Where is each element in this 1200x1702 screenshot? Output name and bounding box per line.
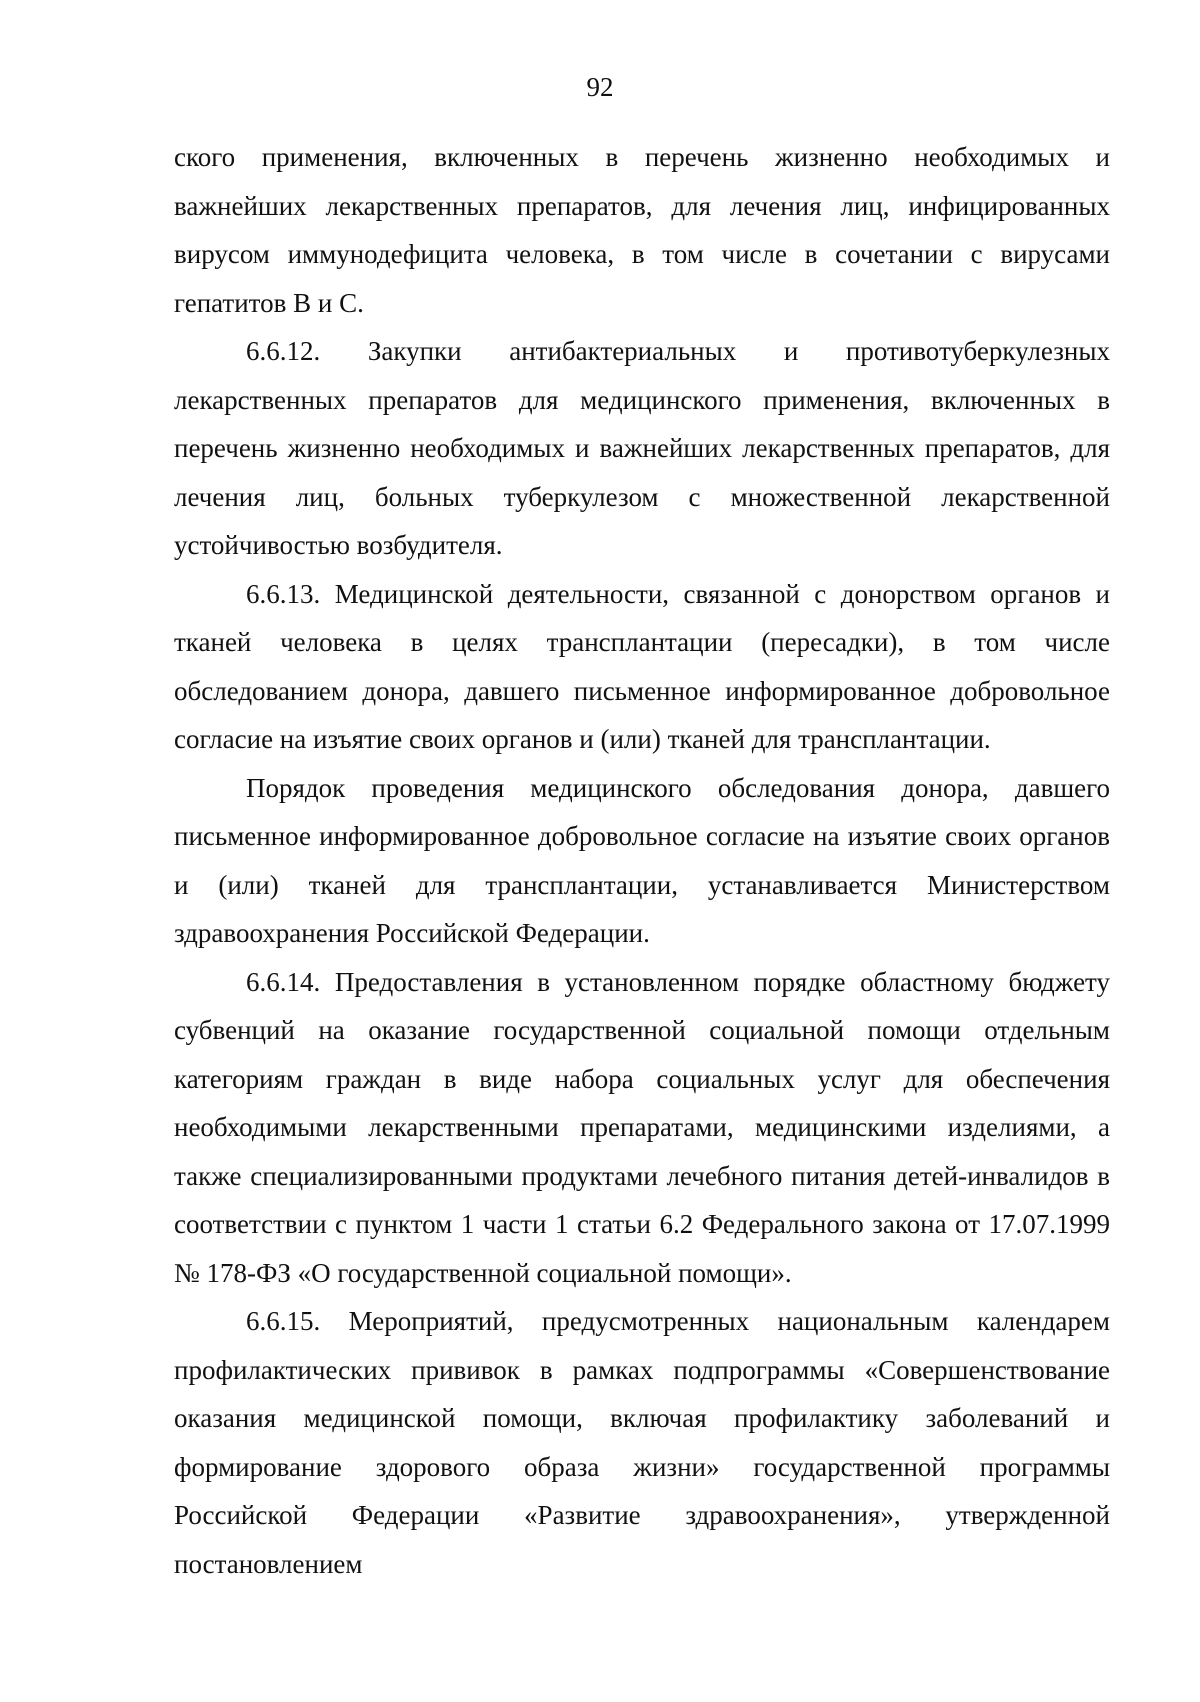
paragraph-6-6-14: 6.6.14. Предоставления в установленном порядке областному бюджету субвенций на оказание государственной социальной помощи отдельным категориям граждан в виде набора социальных услуг для обеспечения необходимыми лекарственными препаратами, медицинскими изделиями, а также специализированными продуктами лечебного питания детей-инвалидов в соответствии с пунктом 1 части 1 статьи 6.2 Федерального закона от 17.07.1999 № 178-ФЗ «О государственной социальной помощи». (174, 966, 1110, 1288)
paragraph-6-6-13: 6.6.13. Медицинской деятельности, связанной с донорством органов и тканей человека в целях трансплантации (пересадки), в том числе обследованием донора, давшего письменное информированное добровольное согласие на изъятие своих органов и (или) тканей для трансплантации. (174, 578, 1110, 754)
document-body (174, 133, 1110, 1588)
paragraph-6-6-12: 6.6.12. Закупки антибактериальных и противотуберкулезных лекарственных препаратов для медицинского применения, включенных в перечень жизненно необходимых и важнейших лекарственных препаратов, для лечения лиц, больных туберкулезом с множественной лекарственной устойчивостью возбудителя. (174, 336, 1110, 560)
page-number: 92 (586, 72, 614, 102)
paragraph-donor-examination-order: Порядок проведения медицинского обследования донора, давшего письменное информированное добровольное согласие на изъятие своих органов и (или) тканей для трансплантации, устанавливается Министерством здравоохранения Российской Федерации. (174, 772, 1110, 948)
paragraph-continuation: ского применения, включенных в перечень жизненно необходимых и важнейших лекарственных препаратов, для лечения лиц, инфицированных вирусом иммунодефицита человека, в том числе в сочетании с вирусами гепатитов В и С. (174, 142, 1110, 318)
paragraph-6-6-15: 6.6.15. Мероприятий, предусмотренных национальным календарем профилактических прививок в рамках подпрограммы «Совершенствование оказания медицинской помощи, включая профилактику заболеваний и формирование здорового образа жизни» государственной программы Российской Федерации «Развитие здравоохранения», утвержденной постановлением (174, 1306, 1110, 1579)
